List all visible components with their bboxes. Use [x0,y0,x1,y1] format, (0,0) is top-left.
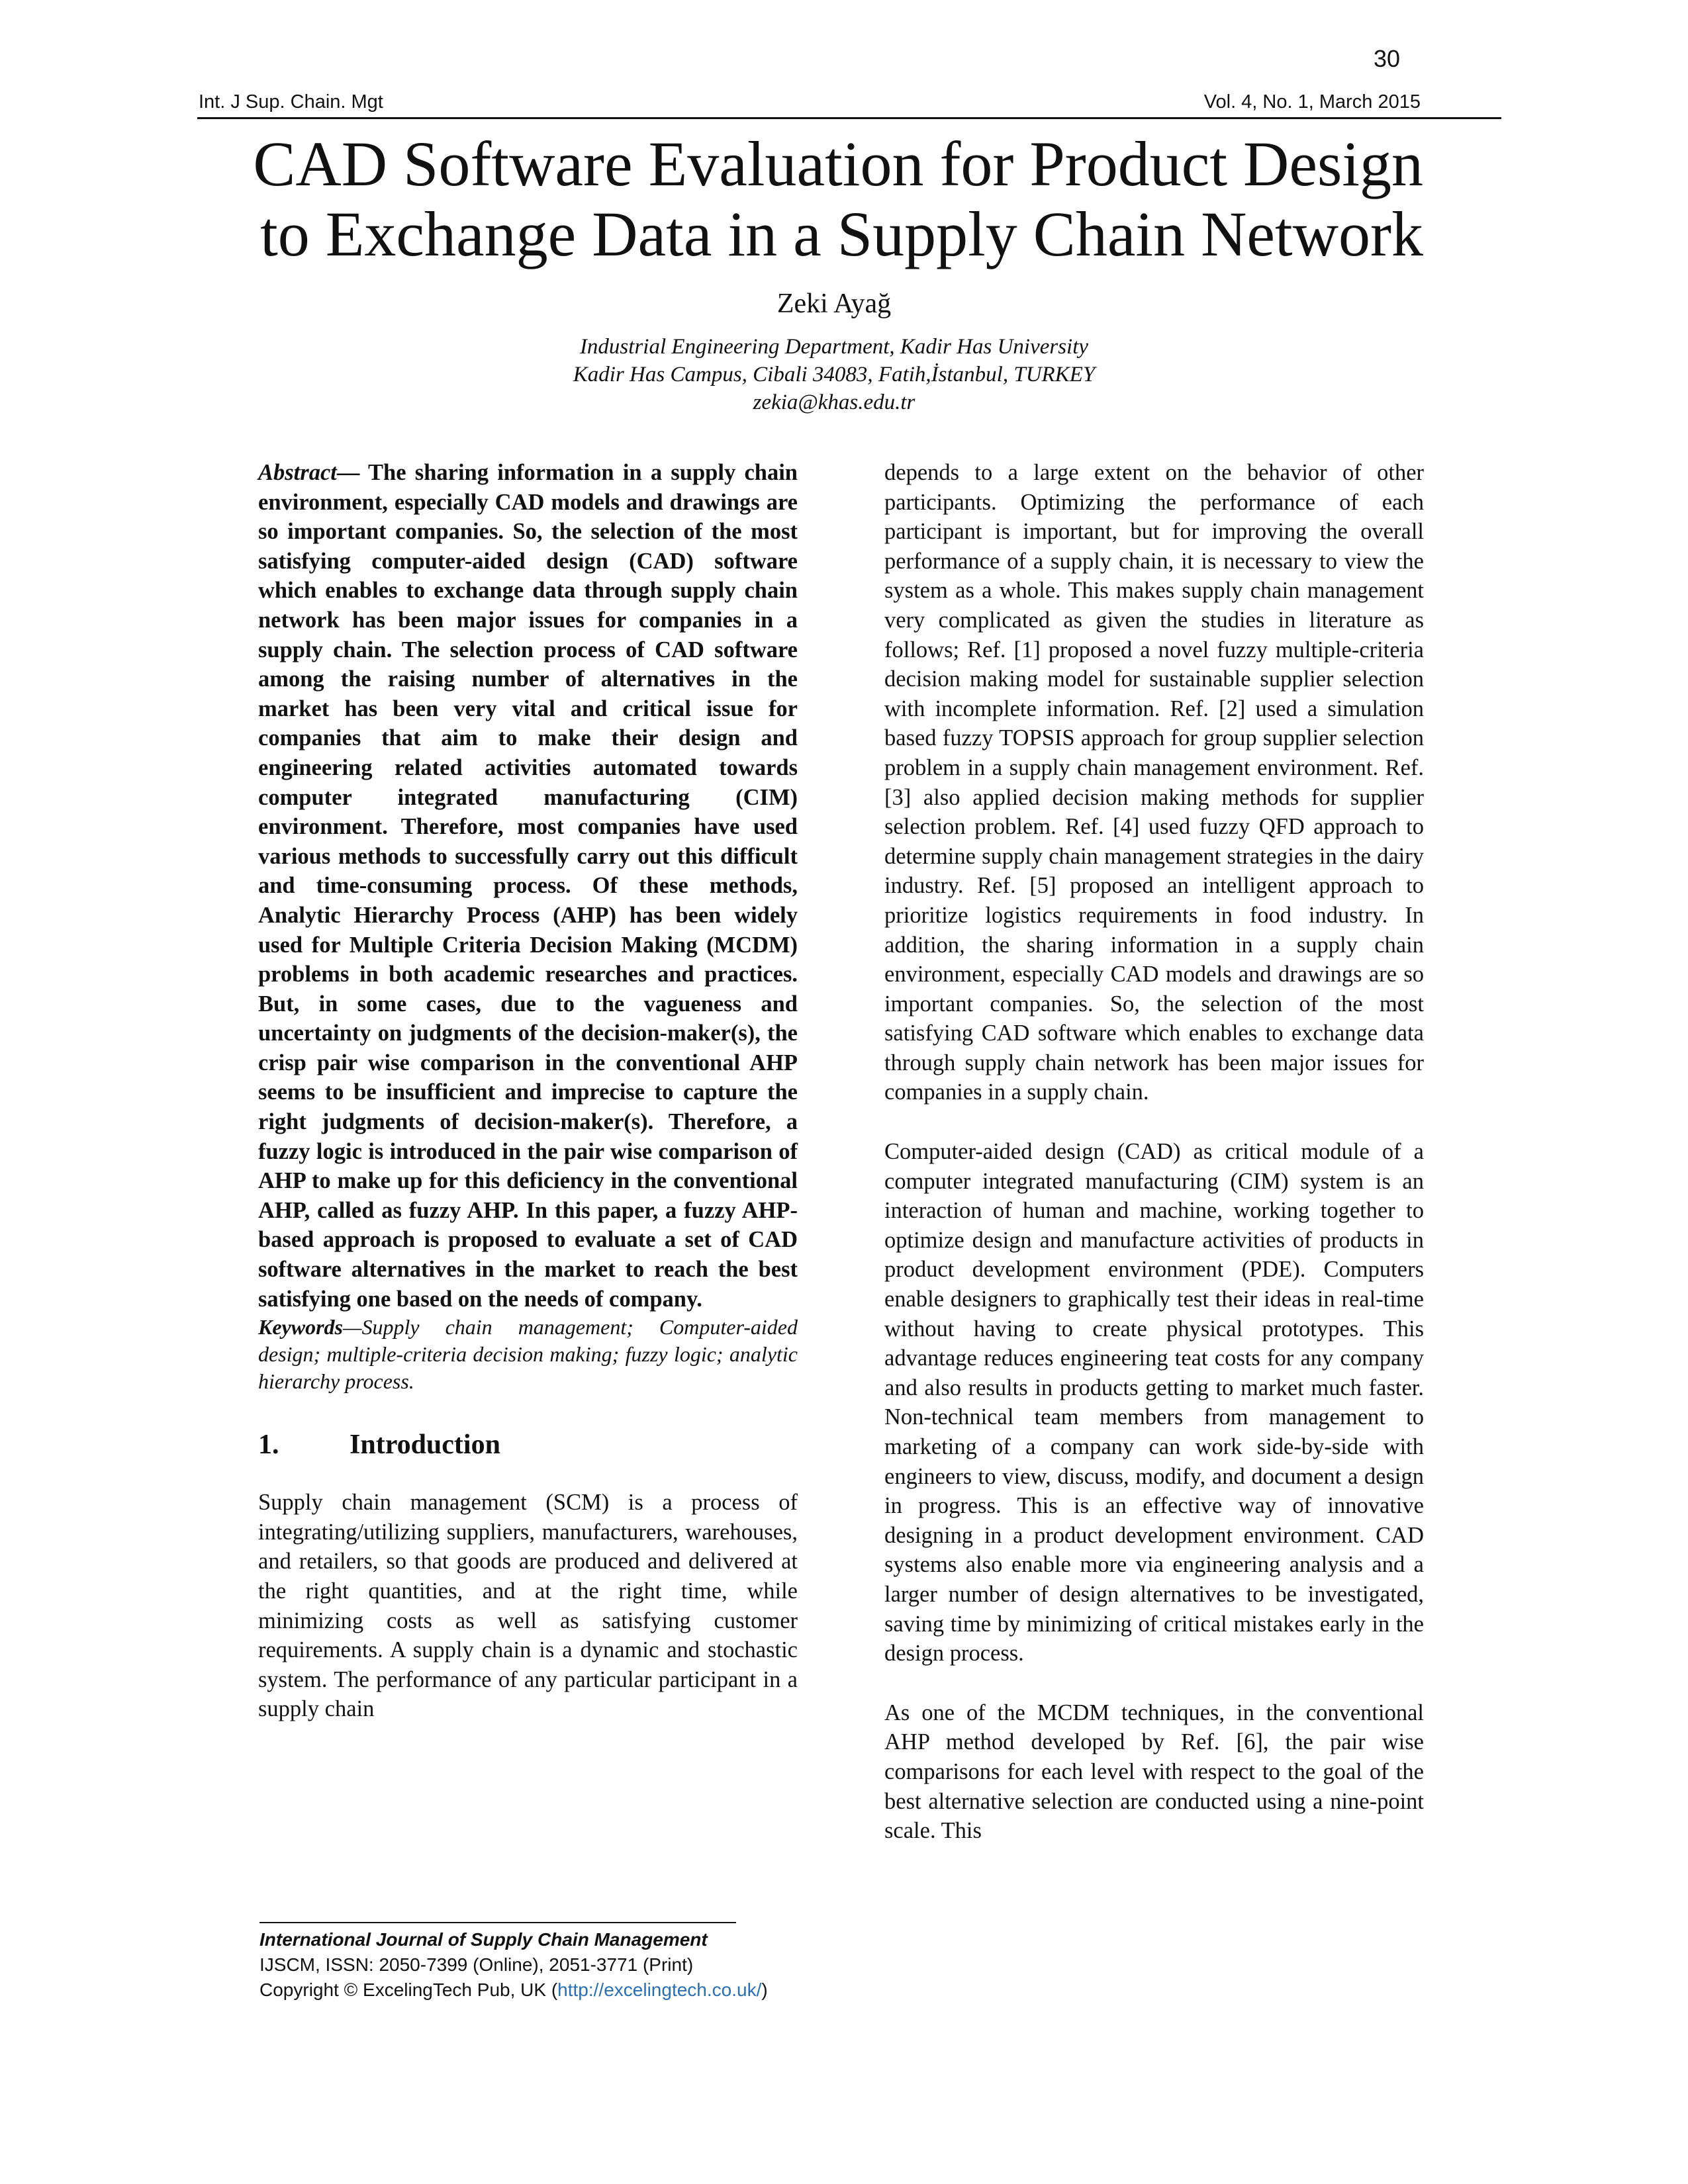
intro-paragraph-1-continued: depends to a large extent on the behavior of other participants. Optimizing the performance of each participant is important, but for improving the overall performance of a supply chain, it is necessary to view the system as a whole. This makes supply chain management very complicated as given the studies in literature as follows; Ref. [1] proposed a novel fuzzy multiple-criteria decision making model for sustainable supplier selection with incomplete information. Ref. [2] used a simulation based fuzzy TOPSIS approach for group supplier selection problem in a supply chain management environment. Ref. [3] also applied decision making methods for supplier selection problem. Ref. [4] used fuzzy QFD approach to determine supply chain management strategies in the dairy industry. Ref. [5] proposed an intelligent approach to prioritize logistics requirements in food industry. In addition, the sharing information in a supply chain environment, especially CAD models and drawings are so important companies. So, the selection of the most satisfying CAD software which enables to exchange data through supply chain network has been major issues for companies in a supply chain. [884,460,1424,1105]
author-email[interactable]: zekia@khas.edu.tr [753,390,915,414]
title-line-2: to Exchange Data in a Supply Chain Network [260,199,1423,269]
intro-paragraph-1: Supply chain management (SCM) is a process of integrating/utilizing suppliers, manufacturers, warehouses, and retailers, so that goods are produced and delivered at the right quantities, and at the right time, while minimizing costs as well as satisfying customer requirements. A supply chain is a dynamic and stochastic system. The performance of any particular participant in a supply chain [258,1490,798,1722]
abstract-dash: — [336,460,368,485]
keywords [258,1314,798,1395]
running-header-journal: Int. J Sup. Chain. Mgt [199,91,383,113]
copyright-prefix: Copyright © ExcelingTech Pub, UK ( [259,1979,558,2000]
footnote-issn: IJSCM, ISSN: 2050-7399 (Online), 2051-3771 (Print) [259,1954,694,1975]
left-column [258,458,798,1724]
copyright-suffix: ) [761,1979,768,2000]
keywords-text: Supply chain management; Computer-aided design; multiple-criteria decision making; fuzzy logic; analytic hierarchy process. [258,1315,798,1394]
intro-paragraph-3: As one of the MCDM techniques, in the conventional AHP method developed by Ref. [6], the pair wise comparisons for each level with respect to the goal of the best alternative selection are conducted using a nine-point scale. This [884,1700,1424,1844]
footnote-copyright [259,1978,768,2003]
footnote-journal-name: International Journal of Supply Chain Management [259,1929,708,1950]
publisher-link[interactable]: http://excelingtech.co.uk/ [557,1979,762,2000]
section-number: 1. [258,1430,279,1461]
abstract-label: Abstract [258,460,337,485]
footnote-rule [259,1922,736,1923]
header-rule [197,117,1501,119]
section-heading-introduction [258,1428,798,1461]
intro-paragraph-2: Computer-aided design (CAD) as critical module of a computer integrated manufacturing (CIM) system is an interaction of human and machine, working together to optimize design and manufacture activities of products in product development environment (PDE). Computers enable designers to graphically test their ideas in real-time without having to create physical prototypes. This advantage reduces engineering teat costs for any company and also results in products getting to market much faster. Non-technical team members from management to marketing of a company can work side-by-side with engineers to view, discuss, modify, and document a design in progress. This is an effective way of innovative designing in a product development environment. CAD systems also enable more via engineering analysis and a larger number of design alternatives to be investigated, saving time by minimizing of critical mistakes early in the design process. [884,1139,1424,1666]
paper-title [199,129,1423,269]
affiliation [199,333,1470,416]
footnote [259,1927,768,2003]
title-line-1: CAD Software Evaluation for Product Design [253,128,1423,199]
keywords-label: Keywords [258,1315,343,1340]
abstract-text: The sharing information in a supply chain environment, especially CAD models and drawings are so important companies. So, the selection of the most satisfying computer-aided design (CAD) software which enables to exchange data through supply chain network has been major issues for companies in a supply chain. The selection process of CAD software among the raising number of alternatives in the market has been very vital and critical issue for companies that aim to make their design and engineering related activities automated towards computer integrated manufacturing (CIM) environment. Therefore, most companies have used various methods to successfully carry out this difficult and time-consuming process. Of these methods, Analytic Hierarchy Process (AHP) has been widely used for Multiple Criteria Decision Making (MCDM) problems in both academic researches and practices. But, in some cases, due to the vagueness and uncertainty on judgments of the decision-maker(s), the crisp pair wise comparison in the conventional AHP seems to be insufficient and imprecise to capture the right judgments of decision-maker(s). Therefore, a fuzzy logic is introduced in the pair wise comparison of AHP to make up for this deficiency in the conventional AHP, called as fuzzy AHP. In this paper, a fuzzy AHP-based approach is proposed to evaluate a set of CAD software alternatives in the market to reach the best satisfying one based on the needs of company. [258,460,798,1312]
page-number: 30 [1374,45,1401,72]
affiliation-line-1: Industrial Engineering Department, Kadir Has University [579,335,1089,359]
right-column [884,458,1424,1846]
abstract [258,458,798,1314]
running-header-volume: Vol. 4, No. 1, March 2015 [1203,91,1421,113]
author-name: Zeki Ayağ [776,289,892,319]
affiliation-line-2: Kadir Has Campus, Cibali 34083, Fatih,İstanbul, TURKEY [573,363,1096,387]
keywords-dash: — [343,1315,362,1340]
section-title: Introduction [350,1430,500,1461]
